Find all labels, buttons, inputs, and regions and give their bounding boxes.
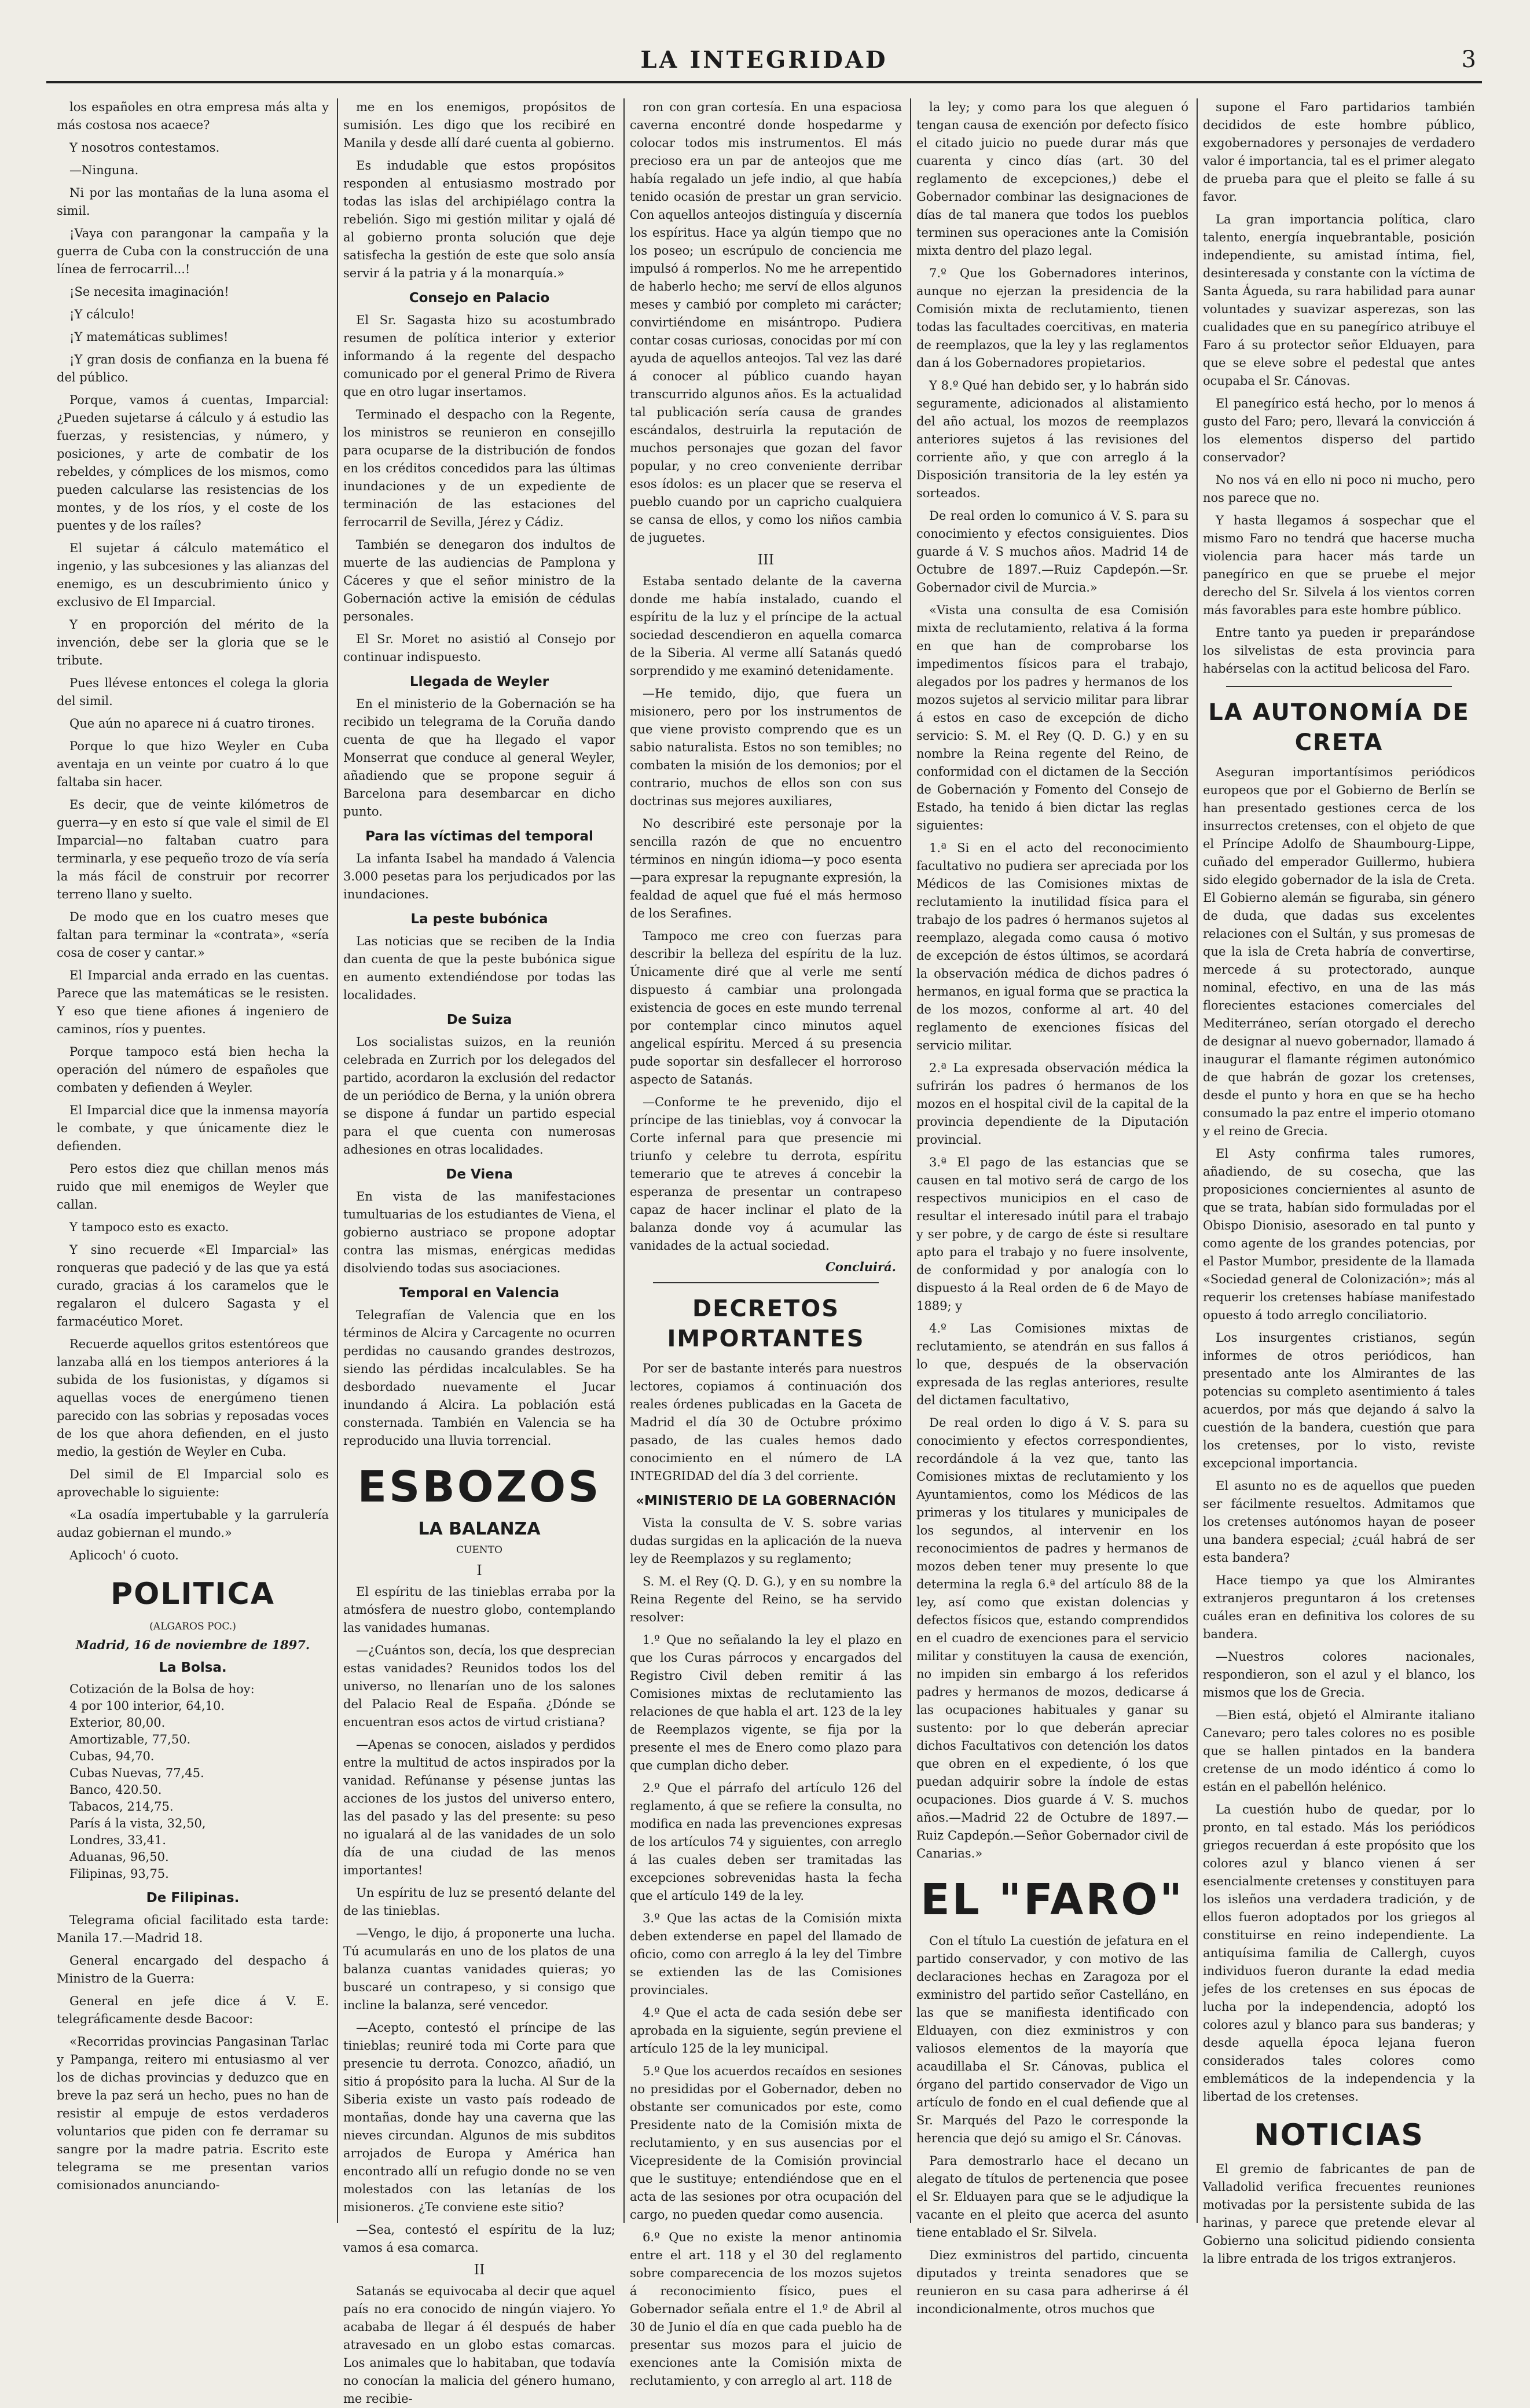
paragraph: Que aún no aparece ni á cuatro tirones. (69, 717, 315, 731)
paragraph: Vista la consulta de V. S. sobre varias dudas surgidas en la aplicación de la nueva ley de Reemplazos y su reglamento; (630, 1516, 902, 1566)
quote-line: Banco, 420.50. (69, 1783, 162, 1797)
col2-story-ii (343, 2282, 615, 2408)
paragraph: Un espíritu de luz se presentó delante del de las tinieblas. (343, 1886, 615, 1918)
paragraph: ¡Se necesita imaginación! (69, 285, 229, 299)
col2-article-e (343, 933, 615, 1004)
paragraph: Ni por las montañas de la luna asoma el simil. (57, 186, 329, 218)
paragraph: El sujetar á cálculo matemático el ingenio, y las subcesiones y las alianzas del enemigo, es un descubrimiento único y exclusivo de El Imparcial. (57, 541, 329, 609)
quote-line: Cotización de la Bolsa de hoy: (69, 1682, 255, 1696)
paragraph: —Vengo, le dijo, á proponerte una lucha. Tú acumularás en uno de los platos de una balanza cuantas vanidades quieras; yo buscaré un contrapeso, y si consigo que incline la balanza, seré vencedor. (343, 1926, 615, 2012)
col2-article-g (343, 1188, 615, 1278)
chapter-number: I (476, 1562, 482, 1579)
paragraph: Los socialistas suizos, en la reunión celebrada en Zurrich por los delegados del partido, acordaron la exclusión del redactor de un periódico de Berna, y la unión obrera se dispone á fundar un partido especial para el que cuenta con numerosas adhesiones en otras localidades. (343, 1035, 615, 1157)
paragraph: General en jefe dice á V. E. telegráficamente desde Bacoor: (57, 1994, 329, 2026)
paragraph: General encargado del despacho á Ministro de la Guerra: (57, 1954, 329, 1985)
paragraph: —Conforme te he prevenido, dijo el príncipe de las tinieblas, voy á convocar la Corte infernal para que presencie mi triunfo y celebre tu derrota, espíritu temerario que te atreves á concebir la esperanza de presentar un contrapeso capaz de hacer inclinar el plato de la balanza donde voy á acumular las vanidades de la actual sociedad. (630, 1095, 902, 1253)
paragraph: Los insurgentes cristianos, según informes de otros periódicos, han presentado ante los Almirantes de las potencias su completo asentimiento á tales acuerdos, por más que dejando á salvo la cuestión de la bandera, cuestión que para los cretenses, por lo visto, reviste excepcional importancia. (1203, 1331, 1475, 1470)
section-heading-creta: LA AUTONOMÍA DE CRETA (1208, 699, 1470, 756)
section-heading-esbozos: ESBOZOS (357, 1462, 601, 1512)
col4-article-b (916, 1932, 1188, 2318)
paragraph: Y tampoco esto es exacto. (69, 1220, 229, 1234)
paragraph: —¿Cuántos son, decía, los que desprecian estas vanidades? Reunidos todos los del universo, no llenarían uno de los salones del Palacio Real de España. ¿Dónde se encuentran esos actos de virtud cristiana? (343, 1643, 615, 1729)
paragraph: —Ninguna. (69, 163, 139, 177)
quote-line: Tabacos, 214,75. (69, 1800, 174, 1814)
quote-line: Londres, 33,41. (69, 1833, 166, 1847)
subheading-temporal: Temporal en Valencia (399, 1286, 560, 1301)
quote-line: Cubas, 94,70. (69, 1749, 155, 1763)
paragraph: Entre tanto ya pueden ir preparándose los silvelistas de esta provincia para habérselas con la actitud belicosa del Faro. (1203, 626, 1475, 676)
paragraph: Tampoco me creo con fuerzas para describir la belleza del espíritu de la luz. Únicamente diré que al verle me sentí dispuesto á cambiar una prolongada existencia de goces en este mundo terrenal por contemplar cinco minutos aquel angelical espíritu. Merced á su presencia pude soportar sin desfallecer el horroroso aspecto de Satanás. (630, 929, 902, 1086)
paragraph: ¡Y gran dosis de confianza en la buena fé del público. (57, 353, 329, 384)
quote-line: 4 por 100 interior, 64,10. (69, 1699, 225, 1713)
paragraph: 4.º Que el acta de cada sesión debe ser aprobada en la siguiente, según previene el artículo 125 de la ley municipal. (630, 2006, 902, 2055)
column-3 (630, 98, 902, 2388)
column-2 (343, 98, 615, 2406)
paragraph: Del simil de El Imparcial solo es aprovechable lo siguiente: (57, 1467, 329, 1499)
paragraph: Y 8.º Qué han debido ser, y lo habrán sido seguramente, adicionados al alistamiento del año actual, los mozos de reemplazos anteriores sujetos á las revisiones del corriente año, y que con arreglo á la Disposición transitoria de la ley estén ya sorteados. (916, 379, 1188, 500)
quote-line: Exterior, 80,00. (69, 1716, 166, 1730)
paragraph: El Imparcial anda errado en las cuentas. Parece que las matemáticas se le resisten. Y eso que tiene afiones á ingeniero de caminos, ríos y puentes. (57, 968, 329, 1036)
column-4 (916, 98, 1188, 2316)
paragraph: Es decir, que de veinte kilómetros de guerra—y en esto sí que vale el simil de El Imparcial—no faltaban cuatro para terminarla, y ese pequeño trozo de vía sería la más fácil de construir por recorrer terreno llano y suelto. (57, 798, 329, 901)
paragraph: Es indudable que estos propósitos responden al entusiasmo mostrado por todas las islas del archipiélago contra la rebelión. Sigo mi gestión militar y ojalá dé al gobierno pronta solución que deje satisfecha la gestión de este que solo ansía servir á la patria y á la monarquía.» (343, 159, 615, 280)
col2-article-c (343, 695, 615, 821)
paragraph: 7.º Que los Gobernadores interinos, aunque no ejerzan la presidencia de la Comisión mixta de reclutamiento, tienen todas las facultades coercitivas, en materia de reemplazos, que la ley y las reglamentos dan á los Gobernadores propietarios. (916, 266, 1188, 370)
paragraph: Porque, vamos á cuentas, Imparcial: ¿Pueden sujetarse á cálculo y á estudio las fuerzas, y resistencias, y número, y posiciones, y arte de combatir de los rebeldes, y cómplices de los mismos, como pueden calcularse las resistencias de los montes, y de los ríos, y el coste de los puentes y de los raíles? (57, 393, 329, 533)
quote-line: Amortizable, 77,50. (69, 1732, 191, 1746)
col2-article-f (343, 1033, 615, 1159)
chapter-number: II (474, 2262, 485, 2278)
paragraph: El gremio de fabricantes de pan de Valladolid verifica frecuentes reuniones motivadas por la persistente subida de las harinas, y parece que pretende elevar al Gobierno una solicitud pidiendo consienta la libre entrada de los trigos extranjeros. (1203, 2162, 1475, 2266)
paragraph: También se denegaron dos indultos de muerte de las audiencias de Pamplona y Cáceres y que el señor ministro de la Gobernación active la emisión de cédulas personales. (343, 538, 615, 623)
paragraph: Telegrafían de Valencia que en los términos de Alcira y Carcagente no ocurren perdidas no causando grandes destrozos, siendo las pérdidas incalculables. Se ha desbordado nuevamente el Jucar inundando á Alcira. La población está consternada. También en Valencia se ha reproducido una lluvia torrencial. (343, 1308, 615, 1448)
paragraph: La cuestión hubo de quedar, por lo pronto, en tal estado. Más los periódicos griegos recuerdan á este propósito que los colores azul y blanco vienen á ser esencialmente cretenses y constituyen para los isleños una verdadera tradición, y de ellos fueron adoptados por los griegos al constituirse en reino independiente. La antiquísima familia de Callergh, cuyos individuos fueron durante la edad media jefes de los cretenses en sus épocas de lucha por la independencia, adoptó los colores azul y blanco para sus banderas; y desde aquella época lejana fueron considerados tales colores como emblemáticos de la independencia y la libertad de los cretenses. (1203, 1803, 1475, 2104)
quote-line: París á la vista, 32,50, (69, 1816, 206, 1830)
col3-article-d (630, 1514, 902, 2390)
paragraph: No describiré este personaje por la sencilla razón de que no encuentro términos en ningún idioma—y poco esenta—para expresar la repugnante expresión, la fealdad de aquel que fué el más hermoso de los Serafines. (630, 817, 902, 920)
masthead (46, 35, 1482, 83)
paragraph: Hace tiempo ya que los Almirantes extranjeros preguntaron á los cretenses cuáles eran en definitiva los colores de su bandera. (1203, 1573, 1475, 1641)
column-1 (57, 98, 329, 2223)
section-heading-faro: EL "FARO" (920, 1875, 1184, 1925)
paragraph: Terminado el despacho con la Regente, los ministros se reunieron en consejillo para ocuparse de la distribución de fondos en los créditos concedidos para las últimas inundaciones y de un expediente de terminación de las estaciones del ferrocarril de Sevilla, Jérez y Cádiz. (343, 408, 615, 529)
col3-story-a (630, 98, 902, 547)
paragraph: 2.ª La expresada observación médica la sufrirán los padres ó hermanos de los mozos en el hospital civil de la capital de la provincia dependiente de la Diputación provincial. (916, 1061, 1188, 1147)
paragraph: 3.º Que las actas de la Comisión mixta deben extenderse en papel del llamado de oficio, como con arreglo á la ley del Timbre se extienden las de las Comisiones provinciales. (630, 1911, 902, 1997)
paragraph: 6.º Que no existe la menor antinomia entre el art. 118 y el 30 del reglamento sobre comparecencia de los mozos sujetos á reconocimiento físico, pues el Gobernador señala entre el 1.º de Abril al 30 de Junio el día en que cada pueblo ha de presentar sus mozos para el juicio de exenciones ante la Comisión mixta de reclutamiento, y con arreglo al art. 118 de (630, 2230, 902, 2388)
paragraph: Porque lo que hizo Weyler en Cuba aventaja en un veinte por cuatro á lo que faltaba sin hacer. (57, 739, 329, 789)
column-rule (337, 98, 338, 2223)
paragraph: El panegírico está hecho, por lo menos á gusto del Faro; pero, llevará la convicción á los elementos disperso del partido conservador? (1203, 397, 1475, 464)
subheading-filipinas: De Filipinas. (146, 1891, 240, 1906)
paragraph: No nos vá en ello ni poco ni mucho, pero nos parece que no. (1203, 473, 1475, 505)
paragraph: En vista de las manifestaciones tumultuarias de los estudiantes de Viena, el gobierno austriaco se propone adoptar contra las mismas, enérgicas medidas disolviendo todas sus asociaciones. (343, 1190, 615, 1275)
quote-line: Cubas Nuevas, 77,45. (69, 1766, 204, 1780)
paragraph: La infanta Isabel ha mandado á Valencia 3.000 pesetas para los perjudicados por las inundaciones. (343, 851, 615, 901)
col2-article-h (343, 1306, 615, 1450)
paragraph: 5.º Que los acuerdos recaídos en sesiones no presididas por el Gobernador, deben no obstante ser comunicados por este, como Presidente nato de la Comisión mixta de reclutamiento, y en sus ausencias por el Vicepresidente de la Comisión provincial que le sustituye; entendiéndose que en el acta de las sesiones por otra ocupación del cargo, no pueden quedar como ausencia. (630, 2064, 902, 2222)
col5-article-a (1203, 98, 1475, 678)
col2-article-d (343, 850, 615, 904)
paragraph: ¡Y cálculo! (69, 307, 135, 321)
paragraph: De real orden lo digo á V. S. para su conocimiento y efectos correspondientes, recordándole á la vez que, tanto las Comisiones mixtas de reclutamiento y los Ayuntamientos, como los Médicos de las primeras y los titulares y municipales de los segundos, al intervenir en los reconocimientos de padres y hermanos de mozos deben tener muy presente lo que determina la regla 6.ª del artículo 88 de la ley, así como que existan dolencias y defectos físicos que, estando comprendidos en el cuadro de exenciones para el servicio militar y constituyen la causa de exención, no impiden sin embargo á los referidos padres y hermanos de mozos, dedicarse á las ocupaciones habituales y ganar su sustento: por lo que deberán apreciar dichos Facultativos con detención los datos que obren en el expediente, ó los que puedan adquirir sobre la índole de estas ocupaciones. Dios guarde á V. S. muchos años.—Madrid 22 de Octubre de 1897.—Ruiz Capdepón.—Señor Gobernador civil de Canarias.» (916, 1416, 1188, 1860)
paragraph: Telegrama oficial facilitado esta tarde: Manila 17.—Madrid 18. (57, 1913, 329, 1945)
dateline: Madrid, 16 de noviembre de 1897. (75, 1638, 310, 1652)
section-subheading: (ALGAROS POC.) (149, 1621, 236, 1632)
paragraph: De real orden lo comunico á V. S. para su conocimiento y efectos consiguientes. Dios guarde á V. S muchos años. Madrid 14 de Octubre de 1897.—Ruiz Capdepón.—Sr. Gobernador civil de Murcia.» (916, 509, 1188, 594)
section-heading-decretos: DECRETOS IMPORTANTES (667, 1295, 865, 1352)
paragraph: S. M. el Rey (Q. D. G.), y en su nombre la Reina Regente del Reino, se ha servido resolver: (630, 1574, 902, 1624)
paragraph: Diez exministros del partido, cincuenta diputados y treinta senadores que se reunieron en su casa para adherirse á él incondicionalmente, otros muchos que (916, 2248, 1188, 2316)
paragraph: El espíritu de las tinieblas erraba por la atmósfera de nuestro globo, contemplando las vanidades humanas. (343, 1585, 615, 1635)
col5-article-b (1203, 763, 1475, 2106)
paragraph: —He temido, dijo, que fuera un misionero, pero por los instrumentos de que viene provisto comprendo que es un sabio naturalista. Estos no son temibles; no combaten la misión de los demonios; por el contrario, muchos de ellos son con sus doctrinas sus mejores auxiliares, (630, 687, 902, 808)
divider (1226, 686, 1452, 687)
paragraph: Para demostrarlo hace el decano un alegato de títulos de pertenencia que posee el Sr. Elduayen para que se le adjudique la vacante en el pleito que acerca del asunto tiene entablado el Sr. Silvela. (916, 2154, 1188, 2240)
paragraph: ¡Vaya con parangonar la campaña y la guerra de Cuba con la construcción de una línea de ferrocarril...! (57, 226, 329, 276)
paragraph: Con el título La cuestión de jefatura en el partido conservador, y con motivo de las declaraciones hechas en Zaragoza por el exministro del partido señor Castelláno, en las que se manifiesta identificado con Elduayen, con diez exministros y con valiosos elementos de la mayoría que acaudillaba el Sr. Cánovas, publica el órgano del partido conservador de Vigo un artículo de fondo en el cual defiende que al Sr. Marqués del Pazo le corresponde la herencia que dejó su amigo el Sr. Cánovas. (916, 1934, 1188, 2145)
paragraph: Y en proporción del mérito de la invención, debe ser la gloria que se le tribute. (57, 618, 329, 667)
paragraph: 1.º Que no señalando la ley el plazo en que los Curas párrocos y encargados del Registro Civil deben remitir á las Comisiones mixtas de reclutamiento las relaciones de que habla el art. 123 de la ley de Reemplazos vigente, se fija por la presente el mes de Enero como plazo para que cumplan dicho deber. (630, 1633, 902, 1772)
column-rule (1197, 98, 1198, 2223)
col4-article-a (916, 98, 1188, 1863)
col5-article-c (1203, 2160, 1475, 2268)
divider (653, 1282, 879, 1283)
paragraph: «Recorridas provincias Pangasinan Tarlac y Pampanga, reitero mi entusiasmo al ver los de dichas provincias y deduzco que en breve la paz será un hecho, pues no han de resistir al empuje de estos verdaderos voluntarios que piden con fe derramar su sangre por la madre patria. Escrito este telegrama se me presentan varios comisionados anunciando- (57, 2035, 329, 2192)
story-title: LA BALANZA (418, 1519, 541, 1539)
paragraph: 4.º Las Comisiones mixtas de reclutamiento, se atendrán en sus fallos á lo que, después de la observación expresada de las reglas anteriores, resulte del dictamen facultativo, (916, 1322, 1188, 1407)
col2-article-a (343, 98, 615, 282)
col1-article (57, 98, 329, 1565)
to-be-continued: Concluirá. (825, 1260, 896, 1274)
col1-article-b (57, 1911, 329, 2194)
newspaper-title: LA INTEGRIDAD (640, 46, 888, 74)
paragraph: Pues llévese entonces el colega la gloria del simil. (57, 676, 329, 708)
paragraph: En el ministerio de la Gobernación se ha recibido un telegrama de la Coruña dando cuenta de que ha llegado el vapor Monserrat que conduce al general Weyler, añadiendo que se propone seguir á Barcelona para desembarcar en dicho punto. (343, 697, 615, 818)
paragraph: —Sea, contestó el espíritu de la luz; vamos á esa comarca. (343, 2223, 615, 2255)
paragraph: —Apenas se conocen, aislados y perdidos entre la multitud de actos inspirados por la vanidad. Refúnanse y pésense juntas las acciones de los justos del universo entero, las del pasado y las del presente: su peso no igualará al de las vanidades de un solo día de una ciudad de las menos importantes! (343, 1738, 615, 1877)
paragraph: El Sr. Sagasta hizo su acostumbrado resumen de política interior y exterior informando á la regente del despacho comunicado por el general Primo de Rivera que en otro lugar insertamos. (343, 313, 615, 399)
subheading-suiza: De Suiza (446, 1012, 512, 1027)
paragraph: Recuerde aquellos gritos estentóreos que lanzaba allá en los tiempos anteriores á la subida de los fusionistas, y dígamos si aquellas voces de energúmeno tienen parecido con las sobrias y reposadas voces de los que ahora defienden, en el justo medio, la gestión de Weyler en Cuba. (57, 1337, 329, 1459)
column-rule (910, 98, 911, 2223)
story-genre: CUENTO (456, 1544, 502, 1556)
paragraph: Aseguran importantísimos periódicos europeos que por el Gobierno de Berlín se han presentado gestiones cerca de los insurrectos cretenses, con el objeto de que el Príncipe Adolfo de Shaumbourg-Lippe, cuñado del emperador Guillermo, hubiera sido elegido gobernador de la isla de Creta. El Gobierno alemán se figuraba, sin género de duda, que dadas sus excelentes relaciones con el Sultán, y sus promesas de que la isla de Creta habría de convertirse, mercede á su protectorado, aunque nominal, efectivo, en una de las más florecientes estaciones comerciales del Mediterráneo, serían otorgado el derecho de designar al nuevo gobernador, llamado á inaugurar el flamante régimen autonómico de que habrán de gozar los cretenses, desde el punto y hora en que se ha hecho consumado la paz entre el imperio otomano y el reino de Grecia. (1203, 765, 1475, 1138)
paragraph: ron con gran cortesía. En una espaciosa caverna encontré donde hospedarme y colocar todos mis instrumentos. El más precioso era un par de anteojos que me había regalado un jefe indio, al que había tenido ocasión de prestar un gran servicio. Con aquellos anteojos distinguía y discernía los espíritus. Hace ya algún tiempo que no los poseo; un escrúpulo de conciencia me impulsó á romperlos. No me he arrepentido de haberlo hecho; me serví de ellos algunos meses y cambió por completo mi carácter; convirtiéndome en misántropo. Pudiera contar cosas curiosas, conocidas por mí con ayuda de aquellos anteojos. Tal vez las daré á conocer al público cuando hayan transcurrido algunos años. Es la actualidad tal publicación sería causa de grandes escándalos, destruirla la reputación de muchos personajes que gozan del favor popular, y no creo conveniente derribar esos ídolos: es un placer que se reserva el pueblo cuando por un capricho cualquiera se cansa de ellos, y como los niños cambia de juguetes. (630, 100, 902, 545)
paragraph: —Bien está, objetó el Almirante italiano Canevaro; pero tales colores no es posible que se hallen pintados en la bandera cretense de un modo idéntico á como lo están en el pabellón helénico. (1203, 1708, 1475, 1794)
paragraph: supone el Faro partidarios también decididos de este hombre público, exgobernadores y personajes de verdadero valor é importancia, tal es el primer alegato de prueba para que el pleito se falle á su favor. (1203, 100, 1475, 204)
subheading-victimas: Para las víctimas del temporal (365, 829, 593, 844)
paragraph: «Vista una consulta de esa Comisión mixta de reclutamiento, relativa á la forma en que han de comprobarse los impedimentos físicos para el trabajo, alegados por los padres y hermanos de los mozos sujetos al servicio militar para librar á estos en caso de excepción de dicho servicio: S. M. el Rey (Q. D. G.) y en su nombre la Reina regente del Reino, de conformidad con el dictamen de la Sección de Gobernación y Fomento del Consejo de Estado, ha tenido á bien dictar las reglas siguientes: (916, 603, 1188, 832)
paragraph: Satanás se equivocaba al decir que aquel país no era conocido de ningún viajero. Yo acababa de llegar á él después de haber atravesado en un globo estas comarcas. Los animales que lo habitaban, que todavía no conocían la malicia del género humano, me recibie- (343, 2284, 615, 2406)
paragraph: El Sr. Moret no asistió al Consejo por continuar indispuesto. (343, 632, 615, 664)
paragraph: Pero estos diez que chillan menos más ruido que mil enemigos de Weyler que callan. (57, 1162, 329, 1212)
paragraph: El Imparcial dice que la inmensa mayoría le combate, y que únicamente diez le defienden. (57, 1103, 329, 1153)
paragraph: El Asty confirma tales rumores, añadiendo, de su cosecha, que las proposiciones conciernientes al asunto de que se trata, habían sido formuladas por el Obispo Dionisio, asesorado en tal punto y como agente de los grandes potencias, por el Pastor Mumbor, presidente de la llamada «Sociedad general de Colonización»; más al requerir los cretenses habíase manifestado opuesto á todo arreglo conciliatorio. (1203, 1147, 1475, 1322)
paragraph: ¡Y matemáticas sublimes! (69, 330, 229, 344)
paragraph: —Acepto, contestó el príncipe de las tinieblas; reuniré toda mi Corte para que presencie tu derrota. Conozco, añadió, un sitio á propósito para la lucha. Al Sur de la Siberia existe un vasto país rodeado de montañas, donde hay una caverna que las nieves circundan. Algunos de mis subditos arrojados de Europa y América han encontrado allí un refugio donde no se ven molestados con las letanías de los misioneros. ¿Te conviene este sitio? (343, 2021, 615, 2214)
section-heading-politica: POLITICA (110, 1577, 276, 1612)
paragraph: 1.ª Si en el acto del reconocimiento facultativo no pudiera ser apreciada por los Médicos de las Comisiones mixtas de reclutamiento la inutilidad física para el trabajo de los padres ó hermanos sujetos al reemplazo, alegada como causa ó motivo de excepción de éstos últimos, se acordará la observación médica de dichos padres ó hermanos, en igual forma que se practica la de los mozos, conforme al art. 40 del reglamento de exenciones físicas del servicio militar. (916, 841, 1188, 1052)
subheading-ministerio: «MINISTERIO DE LA GOBERNACIÓN (636, 1493, 896, 1508)
paragraph: 3.ª El pago de las estancias que se causen en tal motivo será de cargo de los respectivos municipios en el caso de resultar el interesado inútil para el trabajo y ser pobre, y de cargo de éste si resultare apto para el trabajo y no fuere insolvente, de conformidad y por analogía con lo dispuesto á la Real orden de 6 de Mayo de 1889; y (916, 1155, 1188, 1313)
paragraph: Aplicoch' ó cuoto. (69, 1548, 179, 1562)
paragraph: los españoles en otra empresa más alta y más costosa nos acaece? (57, 100, 329, 132)
paragraph: Las noticias que se reciben de la India dan cuenta de que la peste bubónica sigue en aumento extendiéndose por todas las localidades. (343, 934, 615, 1002)
col3-article-c (630, 1360, 902, 1485)
paragraph: 2.º Que el párrafo del artículo 126 del reglamento, á que se refiere la consulta, no modifica en nada las prevenciones expresas de los artículos 74 y siguientes, con arreglo á las cuales deben ser tramitadas las excepciones sobrevenidas hasta la fecha que el artículo 149 de la ley. (630, 1781, 902, 1903)
paragraph: La gran importancia política, claro talento, energía inquebrantable, posición independiente, su amistad íntima, fiel, desinteresada y constante con la víctima de Santa Águeda, su rara habilidad para aunar voluntades y suavizar asperezas, son las cualidades que en su panegírico atribuye el Faro á su protector señor Elduayen, para que se eleve sobre el pedestal que antes ocupaba el Sr. Cánovas. (1203, 212, 1475, 388)
col2-article-b (343, 311, 615, 666)
page-number: 3 (1461, 46, 1476, 73)
subheading-peste: La peste bubónica (410, 912, 548, 927)
paragraph: —Nuestros colores nacionales, respondieron, son el azul y el blanco, los mismos que los de Grecia. (1203, 1650, 1475, 1699)
paragraph: me en los enemigos, propósitos de sumisión. Les digo que los recibiré en Manila y desde allí daré cuenta al gobierno. (343, 100, 615, 150)
subheading-bolsa: La Bolsa. (159, 1660, 227, 1675)
paragraph: «La osadía impertubable y la garrulería audaz gobiernan el mundo.» (57, 1508, 329, 1540)
stock-quotes-list (69, 1681, 329, 1882)
paragraph: Porque tampoco está bien hecha la operación del número de españoles que combaten y defienden á Weyler. (57, 1045, 329, 1095)
paragraph: Por ser de bastante interés para nuestros lectores, copiamos á continuación dos reales órdenes publicadas en la Gaceta de Madrid el día 30 de Octubre próximo pasado, de las cuales hemos dado conocimiento en el número de LA INTEGRIDAD del día 3 del corriente. (630, 1361, 902, 1483)
section-heading-noticias: NOTICIAS (1254, 2118, 1424, 2153)
paragraph: Y nosotros contestamos. (69, 141, 220, 155)
column-5 (1203, 98, 1475, 2266)
paragraph: Y hasta llegamos á sospechar que el mismo Faro no tendrá que hacerse mucha violencia para hacer más tarde un panegírico en que se pruebe el mejor derecho del Sr. Silvela á los vientos corren más favorables para este hombre público. (1203, 513, 1475, 617)
paragraph: De modo que en los cuatro meses que faltan para terminar la «contrata», «sería cosa de coser y cantar.» (57, 910, 329, 960)
subheading-llegada: Llegada de Weyler (409, 674, 549, 689)
col2-story-i (343, 1583, 615, 2257)
subheading-consejo: Consejo en Palacio (409, 291, 550, 306)
quote-line: Filipinas, 93,75. (69, 1867, 169, 1881)
paragraph: Y sino recuerde «El Imparcial» las ronqueras que padeció y de las que ya está curado, gracias á los caramelos que le regalaron el dulcero Sagasta y el farmacéutico Moret. (57, 1243, 329, 1328)
paragraph: la ley; y como para los que aleguen ó tengan causa de exención por defecto físico el citado juicio no puede durar más que cuarenta y cinco días (art. 30 del reglamento de excepciones,) debe el Gobernador combinar las designaciones de días de tal manera que todos los pueblos terminen sus operaciones ante la Comisión mixta dentro del plazo legal. (916, 100, 1188, 258)
col3-story-b (630, 572, 902, 1255)
chapter-number: III (757, 552, 775, 568)
paragraph: Estaba sentado delante de la caverna donde me había instalado, cuando el espíritu de la luz y el príncipe de la actual sociedad descendieron en aquella comarca de la Siberia. Al verme allí Satanás quedó sorprendido y me examinó detenidamente. (630, 574, 902, 678)
paragraph: El asunto no es de aquellos que pueden ser fácilmente resueltos. Admitamos que los cretenses autónomos hayan de poseer una bandera especial; ¿cuál habrá de ser esta bandera? (1203, 1479, 1475, 1565)
quote-line: Aduanas, 96,50. (69, 1850, 169, 1864)
column-rule (623, 98, 625, 2223)
subheading-viena: De Viena (446, 1167, 513, 1182)
